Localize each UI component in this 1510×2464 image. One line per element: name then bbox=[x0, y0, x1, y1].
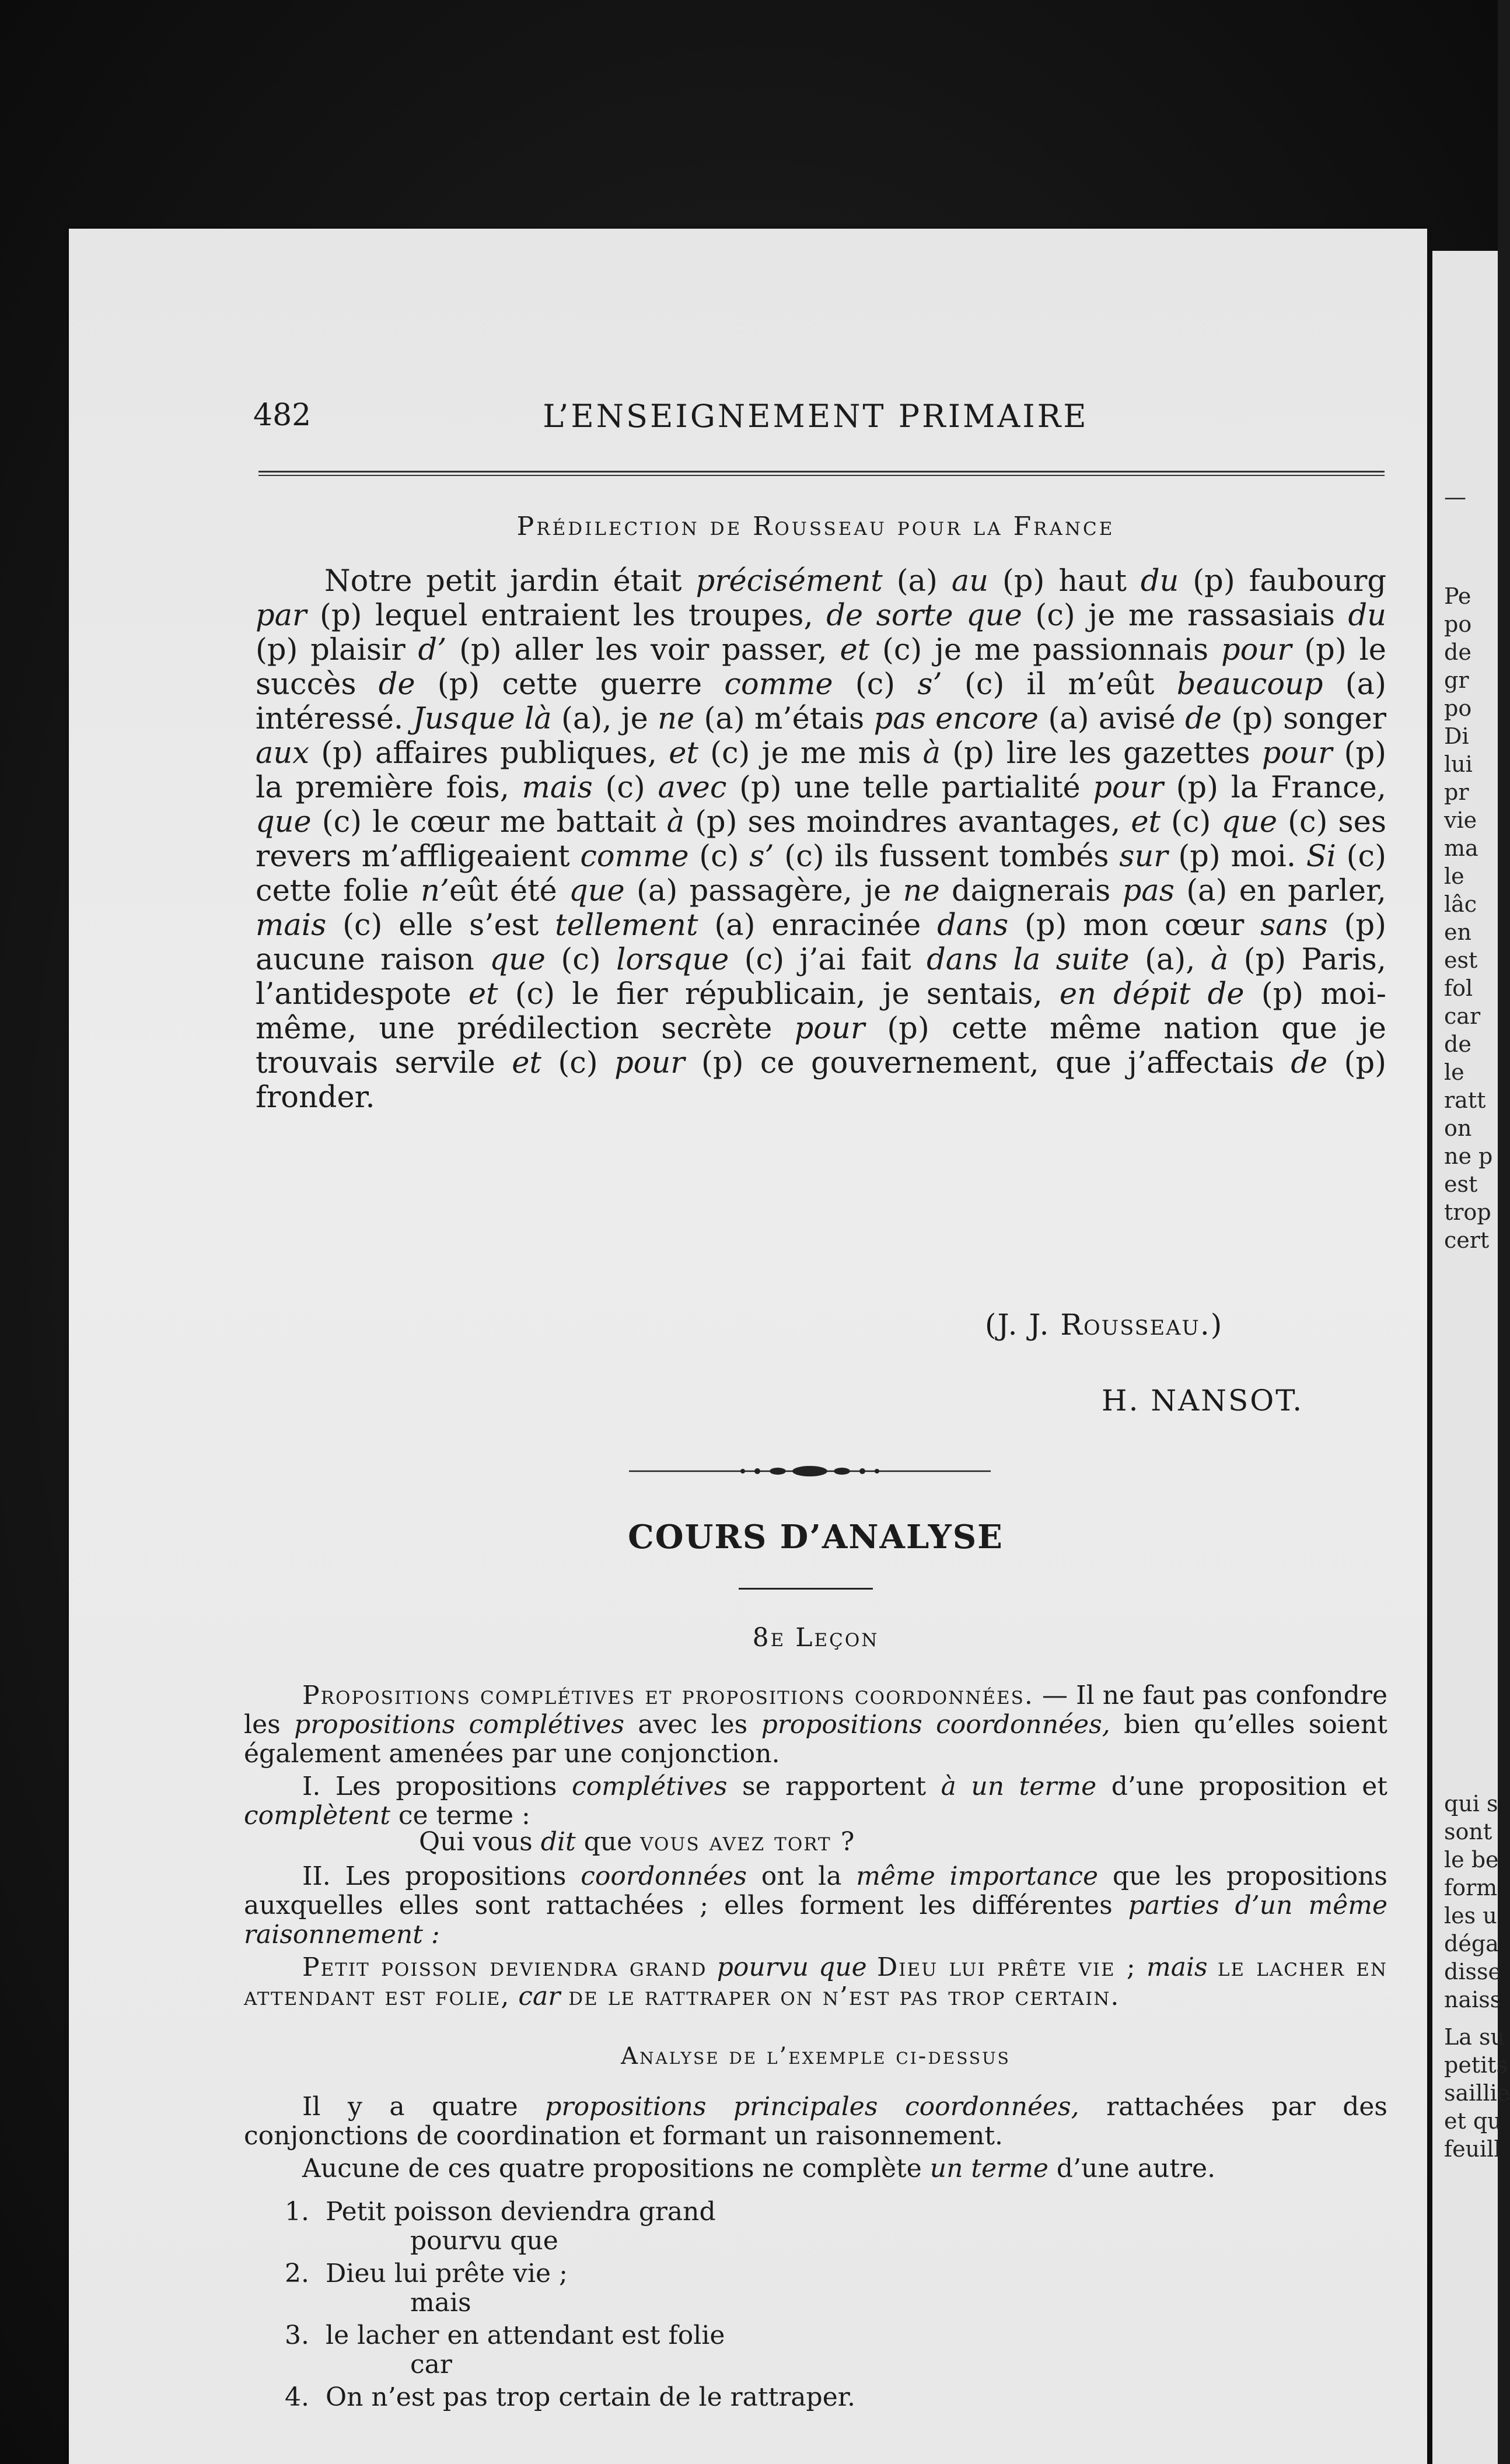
facing-page-fragment: est bbox=[1444, 947, 1478, 973]
enum-item bbox=[285, 2259, 855, 2288]
analyse-body bbox=[244, 2092, 1387, 2187]
page-number: 482 bbox=[253, 398, 312, 433]
running-head bbox=[244, 398, 1387, 439]
facing-page-fragment: vie bbox=[1444, 807, 1477, 833]
facing-page-fragment: petits bbox=[1444, 2052, 1508, 2078]
enum-proposition: Petit poisson deviendra grand bbox=[326, 2197, 716, 2227]
facing-page-fragment: — bbox=[1444, 484, 1466, 510]
facing-page-fragment: ne p bbox=[1444, 1143, 1493, 1169]
facing-page-fragment: saillie bbox=[1444, 2080, 1510, 2106]
facing-page-fragment: de bbox=[1444, 639, 1471, 665]
facing-page-fragment: déga bbox=[1444, 1931, 1499, 1957]
enum-number: 3. bbox=[285, 2320, 309, 2350]
facing-page-fragment: cert bbox=[1444, 1227, 1490, 1253]
enum-conjunction: car bbox=[410, 2350, 452, 2379]
facing-page-fragment: po bbox=[1444, 611, 1472, 637]
lesson-example: Petit poisson deviendra grand pourvu que Dieu lui prête vie ; mais le lacher en attendant est folie, car de le rattraper on n’est pas trop certain. bbox=[244, 1952, 1387, 2011]
author-signature: H. NANSOT. bbox=[1102, 1384, 1304, 1418]
enum-conjunction: pourvu que bbox=[410, 2226, 558, 2256]
facing-page-fragment: car bbox=[1444, 1003, 1481, 1029]
ornament-divider bbox=[629, 1460, 991, 1483]
enum-proposition: le lacher en attendant est folie bbox=[326, 2320, 725, 2350]
facing-page-fragment: et qu bbox=[1444, 2108, 1502, 2134]
lesson-number: 8e Leçon bbox=[752, 1623, 879, 1653]
facing-page-fragment: ratt bbox=[1444, 1087, 1486, 1113]
lesson-intro: Propositions complétives et propositions coordonnées. — Il ne faut pas confondre les propositions complétives avec les propositions coordonnées, bien qu’elles soient également amenées par une conjonction. bbox=[244, 1681, 1387, 1769]
facing-page-fragment: form bbox=[1444, 1875, 1498, 1901]
enum-proposition: On n’est pas trop certain de le rattraper. bbox=[326, 2382, 855, 2412]
lesson-body-2 bbox=[244, 1862, 1387, 2015]
facing-page-fragment: naiss bbox=[1444, 1987, 1502, 2013]
facing-page-fragment: La su bbox=[1444, 2024, 1505, 2050]
enumeration-list bbox=[285, 2197, 855, 2416]
enum-item bbox=[285, 2383, 855, 2412]
analyse-title: Analyse de l’exemple ci-dessus bbox=[621, 2043, 1011, 2070]
facing-page-fragment: on bbox=[1444, 1115, 1472, 1141]
journal-title: L’ENSEIGNEMENT PRIMAIRE bbox=[543, 398, 1089, 435]
enum-item bbox=[285, 2197, 855, 2227]
facing-page-fragment: le be bbox=[1444, 1847, 1499, 1873]
facing-page-fragment: le bbox=[1444, 1059, 1464, 1085]
facing-page-edge bbox=[1432, 251, 1510, 2464]
header-double-rule bbox=[258, 471, 1385, 476]
facing-page-fragment: les u bbox=[1444, 1903, 1497, 1929]
facing-page-fragment: pr bbox=[1444, 779, 1469, 805]
enum-conjunction: mais bbox=[410, 2288, 471, 2318]
facing-page-fragment: lui bbox=[1444, 751, 1473, 777]
lesson-rule-2: II. Les propositions coordonnées ont la même importance que les propositions auxquelles elles sont rattachées ; elles forment les différentes parties d’un même raisonnement : bbox=[244, 1861, 1387, 1950]
enum-number: 1. bbox=[285, 2197, 309, 2227]
facing-page-fragment: fol bbox=[1444, 975, 1473, 1001]
facing-page-fragment: gr bbox=[1444, 667, 1469, 693]
facing-page-fragment: de bbox=[1444, 1031, 1471, 1057]
facing-page-fragment: trop bbox=[1444, 1199, 1491, 1225]
facing-page-fragment: est bbox=[1444, 1171, 1478, 1197]
book-page bbox=[69, 229, 1427, 2464]
analyse-paragraph-1: Il y a quatre propositions principales coordonnées, rattachées par des conjonctions de coordination et formant un raisonnement. bbox=[244, 2092, 1387, 2151]
facing-page-fragment: disse bbox=[1444, 1959, 1501, 1985]
section-title: Prédilection de Rousseau pour la France bbox=[516, 512, 1115, 541]
facing-page-fragment: sont bbox=[1444, 1819, 1492, 1845]
enum-proposition: Dieu lui prête vie ; bbox=[326, 2259, 568, 2288]
title-underline bbox=[739, 1588, 873, 1590]
facing-page-fragment: qui s bbox=[1444, 1791, 1498, 1817]
cours-title: COURS D’ANALYSE bbox=[628, 1518, 1004, 1556]
facing-page-fragment: le bbox=[1444, 863, 1464, 889]
facing-page-fragment: Pe bbox=[1444, 583, 1471, 609]
rousseau-passage bbox=[256, 564, 1386, 1115]
enum-item bbox=[285, 2321, 855, 2350]
enum-number: 2. bbox=[285, 2259, 309, 2288]
lesson-body bbox=[244, 1681, 1387, 1834]
enum-number: 4. bbox=[285, 2382, 309, 2412]
facing-page-fragment: po bbox=[1444, 695, 1472, 721]
facing-page-fragment: en bbox=[1444, 919, 1471, 945]
passage-paragraph: Notre petit jardin était précisément (a) au (p) haut du (p) faubourg par (p) lequel entraient les troupes, de sorte que (c) je me rassasiais du (p) plaisir d’ (p) aller les voir passer, et (c) je me passionnais pour (p) le succès de (p) cette guerre comme (c) s’ (c) il m’eût beaucoup (a) intéressé. Jusque là (a), je ne (a) m’étais pas encore (a) avisé de (p) songer aux (p) affaires publiques, et (c) je me mis à (p) lire les gazettes pour (p) la première fois, mais (c) avec (p) une telle partialité pour (p) la France, que (c) le cœur me battait à (p) ses moindres avantages, et (c) que (c) ses revers m’affligeaient comme (c) s’ (c) ils fussent tombés sur (p) moi. Si (c) cette folie n’eût été que (a) passagère, je ne daignerais pas (a) en parler, mais (c) elle s’est tellement (a) enracinée dans (p) mon cœur sans (p) aucune raison que (c) lorsque (c) j’ai fait dans la suite (a), à (p) Paris, l’antidespote et (c) le fier républicain, je sentais, en dépit de (p) moi-même, une prédilection secrète pour (p) cette même nation que je trouvais servile et (c) pour (p) ce gouvernement, que j’affectais de (p) fronder. bbox=[256, 564, 1387, 1115]
example-question: Qui vous dit que vous avez tort ? bbox=[419, 1827, 856, 1857]
facing-page-fragment: Di bbox=[1444, 723, 1469, 749]
facing-page-fragment: ma bbox=[1444, 835, 1478, 861]
analyse-paragraph-2: Aucune de ces quatre propositions ne complète un terme d’une autre. bbox=[302, 2154, 1216, 2183]
quote-attribution: (J. J. Rousseau.) bbox=[985, 1308, 1224, 1342]
lesson-rule-1: I. Les propositions complétives se rapportent à un terme d’une proposition et complètent ce terme : bbox=[244, 1772, 1387, 1831]
facing-page-fragment: lâc bbox=[1444, 891, 1477, 917]
facing-page-fragment: feuill bbox=[1444, 2136, 1501, 2162]
